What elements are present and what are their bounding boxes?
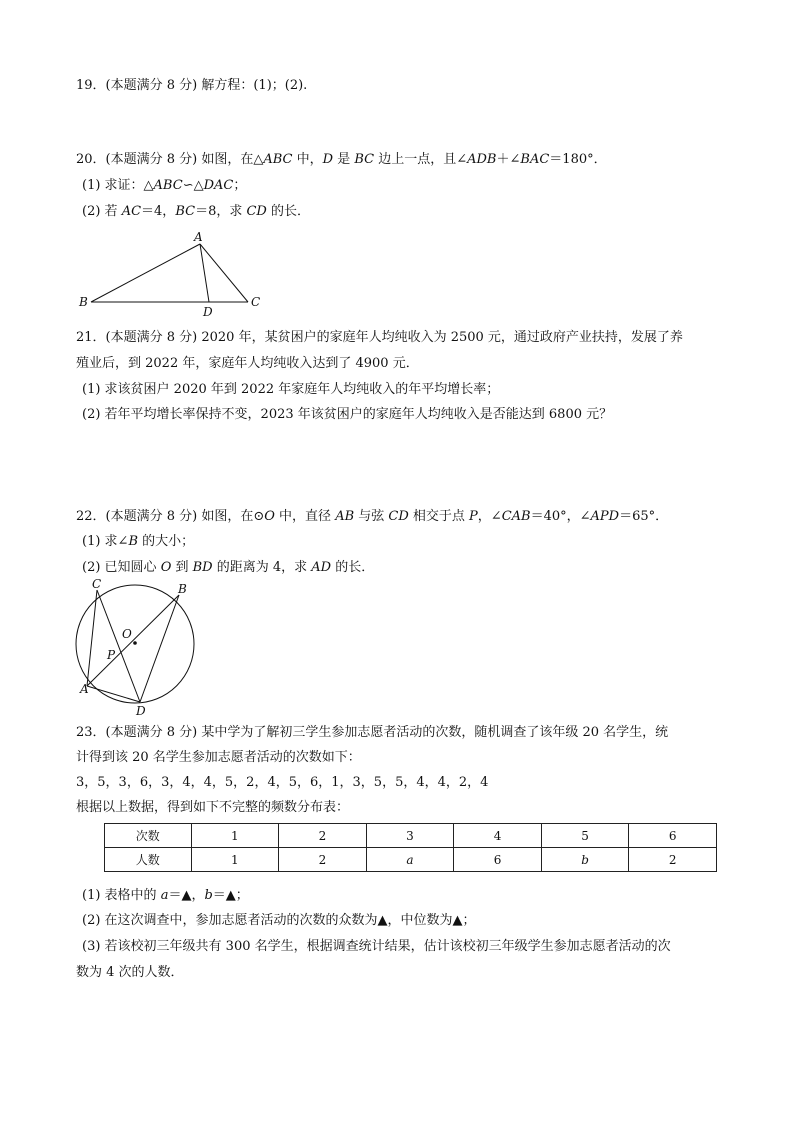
- table-cell: 2: [279, 848, 367, 872]
- segment-ab: [91, 244, 200, 302]
- q21-stem-line1: 21．(本题满分 8 分) 2020 年，某贫困户的家庭年人均纯收入为 2500 元，通过政府产业扶持，发展了养: [76, 330, 683, 345]
- q21-part2: (2) 若年平均增长率保持不变，2023 年该贫困户的家庭年人均纯收入是否能达到 6800 元？: [82, 407, 613, 422]
- frequency-table: [104, 823, 717, 872]
- table-cell: 1: [191, 824, 279, 848]
- label-p: P: [107, 648, 116, 662]
- q22-part2: (2) 已知圆心 O 到 BD 的距离为 4，求 AD 的长．: [82, 560, 375, 575]
- table-cell: a: [366, 848, 454, 872]
- q21-part1: (1) 求该贫困户 2020 年到 2022 年家庭年人均纯收入的年平均增长率；: [82, 382, 500, 397]
- label-c: C: [251, 295, 261, 309]
- table-cell: 人数: [105, 848, 192, 872]
- table-cell: 2: [279, 824, 367, 848]
- q21-stem-line2: 殖业后，到 2022 年，家庭年人均纯收入达到了 4900 元．: [76, 356, 419, 371]
- q23-part1: (1) 表格中的 a＝▲，b＝▲；: [82, 888, 249, 903]
- table-cell: 4: [454, 824, 542, 848]
- label-b: B: [79, 295, 88, 309]
- label-a: A: [80, 682, 89, 696]
- label-o: O: [122, 627, 132, 641]
- table-cell: 6: [454, 848, 542, 872]
- label-d: D: [136, 704, 146, 718]
- label-b: B: [178, 582, 187, 596]
- q19-text: 19．(本题满分 8 分) 解方程：(1)；(2).: [76, 78, 308, 93]
- segment-ac: [87, 590, 97, 686]
- table-cell: b: [541, 848, 629, 872]
- table-cell: 次数: [105, 824, 192, 848]
- q23-stem-line3: 根据以上数据，得到如下不完整的频数分布表：: [76, 800, 350, 815]
- diameter-ab: [87, 595, 179, 686]
- table-cell: 2: [629, 848, 717, 872]
- table-cell: 3: [366, 824, 454, 848]
- table-cell: 6: [629, 824, 717, 848]
- table-row: [105, 848, 717, 872]
- q23-part2: (2) 在这次调查中，参加志愿者活动的次数的众数为▲，中位数为▲；: [82, 913, 476, 928]
- q22-part1: (1) 求∠B 的大小；: [82, 534, 195, 549]
- label-c: C: [92, 577, 102, 591]
- segment-bd: [140, 595, 179, 702]
- q20-part2: (2) 若 AC＝4，BC＝8，求 CD 的长．: [82, 204, 310, 219]
- table-row: [105, 824, 717, 848]
- q20-triangle-figure: [76, 225, 276, 320]
- q20-part1: (1) 求证：△ABC∽△DAC；: [82, 178, 247, 193]
- table-cell: 5: [541, 824, 629, 848]
- center-point: [133, 641, 137, 645]
- table-cell: 1: [191, 848, 279, 872]
- label-d: D: [203, 305, 213, 319]
- q23-stem-line2: 计得到该 20 名学生参加志愿者活动的次数如下：: [76, 750, 361, 765]
- label-a: A: [194, 230, 203, 244]
- q23-part3-line2: 数为 4 次的人数．: [76, 965, 184, 980]
- segment-ad: [87, 686, 140, 702]
- q22-circle-figure: [70, 577, 205, 720]
- q23-stem-line1: 23．(本题满分 8 分) 某中学为了解初三学生参加志愿者活动的次数，随机调查了该年级 20 名学生，统: [76, 725, 669, 740]
- q23-part3-line1: (3) 若该校初三年级共有 300 名学生，根据调查统计结果，估计该校初三年级学生参加志愿者活动的次: [82, 939, 671, 954]
- q22-stem: 22．(本题满分 8 分) 如图，在⊙O 中，直径 AB 与弦 CD 相交于点 P，∠CAB＝40°，∠APD＝65°．: [76, 509, 669, 524]
- chord-cd: [97, 590, 140, 702]
- q23-data-line: 3，5，3，6，3，4，4，5，2，4，5，6，1，3，5，5，4，4，2，4: [76, 775, 489, 790]
- q20-stem: 20．(本题满分 8 分) 如图，在△ABC 中，D 是 BC 边上一点，且∠ADB＋∠BAC＝180°．: [76, 152, 607, 167]
